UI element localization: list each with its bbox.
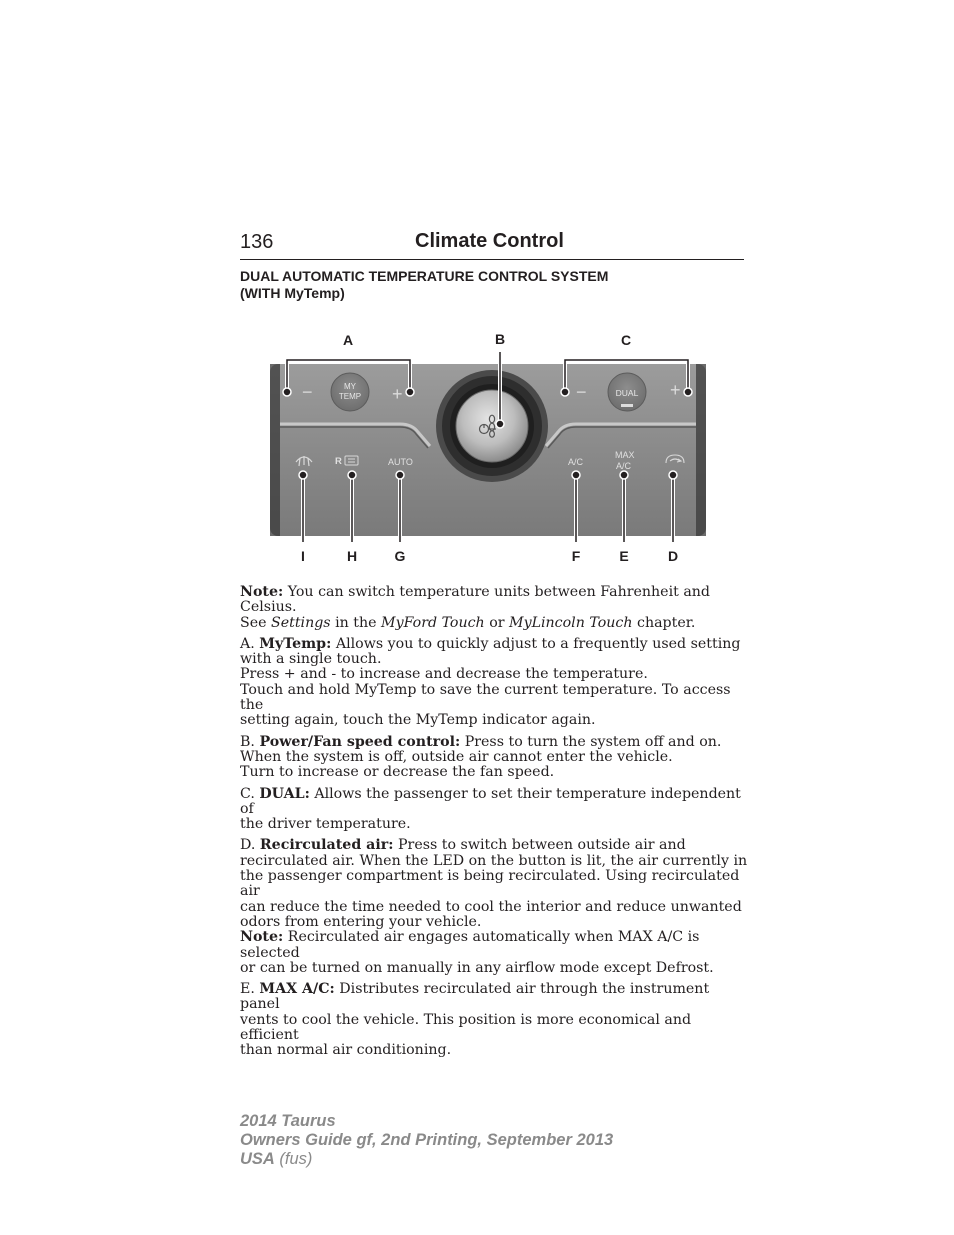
- ac-label: A/C: [568, 457, 584, 467]
- callout-h: H: [346, 548, 358, 564]
- section-title-line1: DUAL AUTOMATIC TEMPERATURE CONTROL SYSTEM: [240, 268, 609, 284]
- callout-a: A: [342, 332, 354, 348]
- rear-defrost-label: R: [335, 456, 342, 467]
- item-e-max-ac: E. MAX A/C: Distributes recirculated air through the instrument panel vents to cool the vehicle. This position is more economical and efficient than normal air conditioning.: [240, 981, 710, 1059]
- max-ac-label-line1: MAX: [615, 450, 635, 460]
- dual-button: [608, 373, 646, 411]
- climate-panel-illustration: [240, 328, 744, 568]
- footer-edition: Owners Guide gf, 2nd Printing, September 2013: [240, 1131, 614, 1149]
- callout-f: F: [571, 548, 581, 564]
- mytemp-button: [331, 373, 369, 411]
- mytemp-label-line2: TEMP: [338, 392, 362, 401]
- callout-g: G: [394, 548, 406, 564]
- callout-b: B: [494, 331, 506, 347]
- body-text: [240, 585, 750, 1065]
- myford-touch-ref: MyFord Touch: [381, 614, 485, 631]
- item-c-dual: C. DUAL: Allows the passenger to set their temperature independent of the driver temperature.: [240, 785, 741, 833]
- callout-c: C: [620, 332, 632, 348]
- item-d-recirculated-air: D. Recirculated air: Press to switch between outside air and recirculated air. When the LED on the button is lit, the air currently in the passenger compartment is being recirculated. Using recirculated air can reduce the time needed to cool the interior and reduce unwanted odors from entering your vehicle. Note: Recirculated air engages automatically when MAX A/C is selected or can be turned on manually in any airflow mode except Defrost.: [240, 837, 748, 976]
- settings-ref: Settings: [271, 614, 331, 631]
- footer-region: USA (fus): [240, 1150, 313, 1168]
- chapter-title: Climate Control: [415, 230, 564, 252]
- note-units: Note: You can switch temperature units between Fahrenheit and Celsius. See Settings in the MyFord Touch or MyLincoln Touch chapter.: [240, 584, 711, 631]
- passenger-temp-plus-label: +: [670, 380, 681, 400]
- item-b-power-fan: B. Power/Fan speed control: Press to turn the system off and on. When the system is off, outside air cannot enter the vehicle. Turn to increase or decrease the fan speed.: [240, 733, 722, 781]
- page-footer: [240, 1112, 613, 1169]
- footer-model: 2014 Taurus: [240, 1112, 336, 1130]
- passenger-temp-minus-label: −: [576, 382, 587, 402]
- dual-label: DUAL: [615, 388, 639, 398]
- mytemp-label-line1: MY: [344, 382, 356, 391]
- power-fan-knob: [456, 390, 528, 462]
- page-number: 136: [240, 231, 274, 253]
- driver-temp-plus-label: +: [392, 384, 403, 404]
- callout-i: I: [301, 548, 305, 564]
- max-ac-label-line2: A/C: [616, 461, 632, 471]
- driver-temp-minus-label: −: [302, 382, 313, 402]
- mylincoln-touch-ref: MyLincoln Touch: [509, 614, 633, 631]
- callout-e: E: [619, 548, 629, 564]
- item-a-mytemp: A. MyTemp: Allows you to quickly adjust to a frequently used setting with a single touch. Press + and - to increase and decrease the temperature. Touch and hold MyTemp to save the current temperature. To access the setting again, touch the MyTemp indicator again.: [240, 635, 741, 729]
- callout-d: D: [667, 548, 679, 564]
- climate-control-figure: [240, 328, 744, 568]
- auto-label: AUTO: [388, 457, 413, 467]
- section-title-line2: (WITH MyTemp): [240, 285, 345, 301]
- page-header: [240, 229, 744, 260]
- section-title: [240, 268, 760, 302]
- note-label: Note:: [240, 584, 284, 600]
